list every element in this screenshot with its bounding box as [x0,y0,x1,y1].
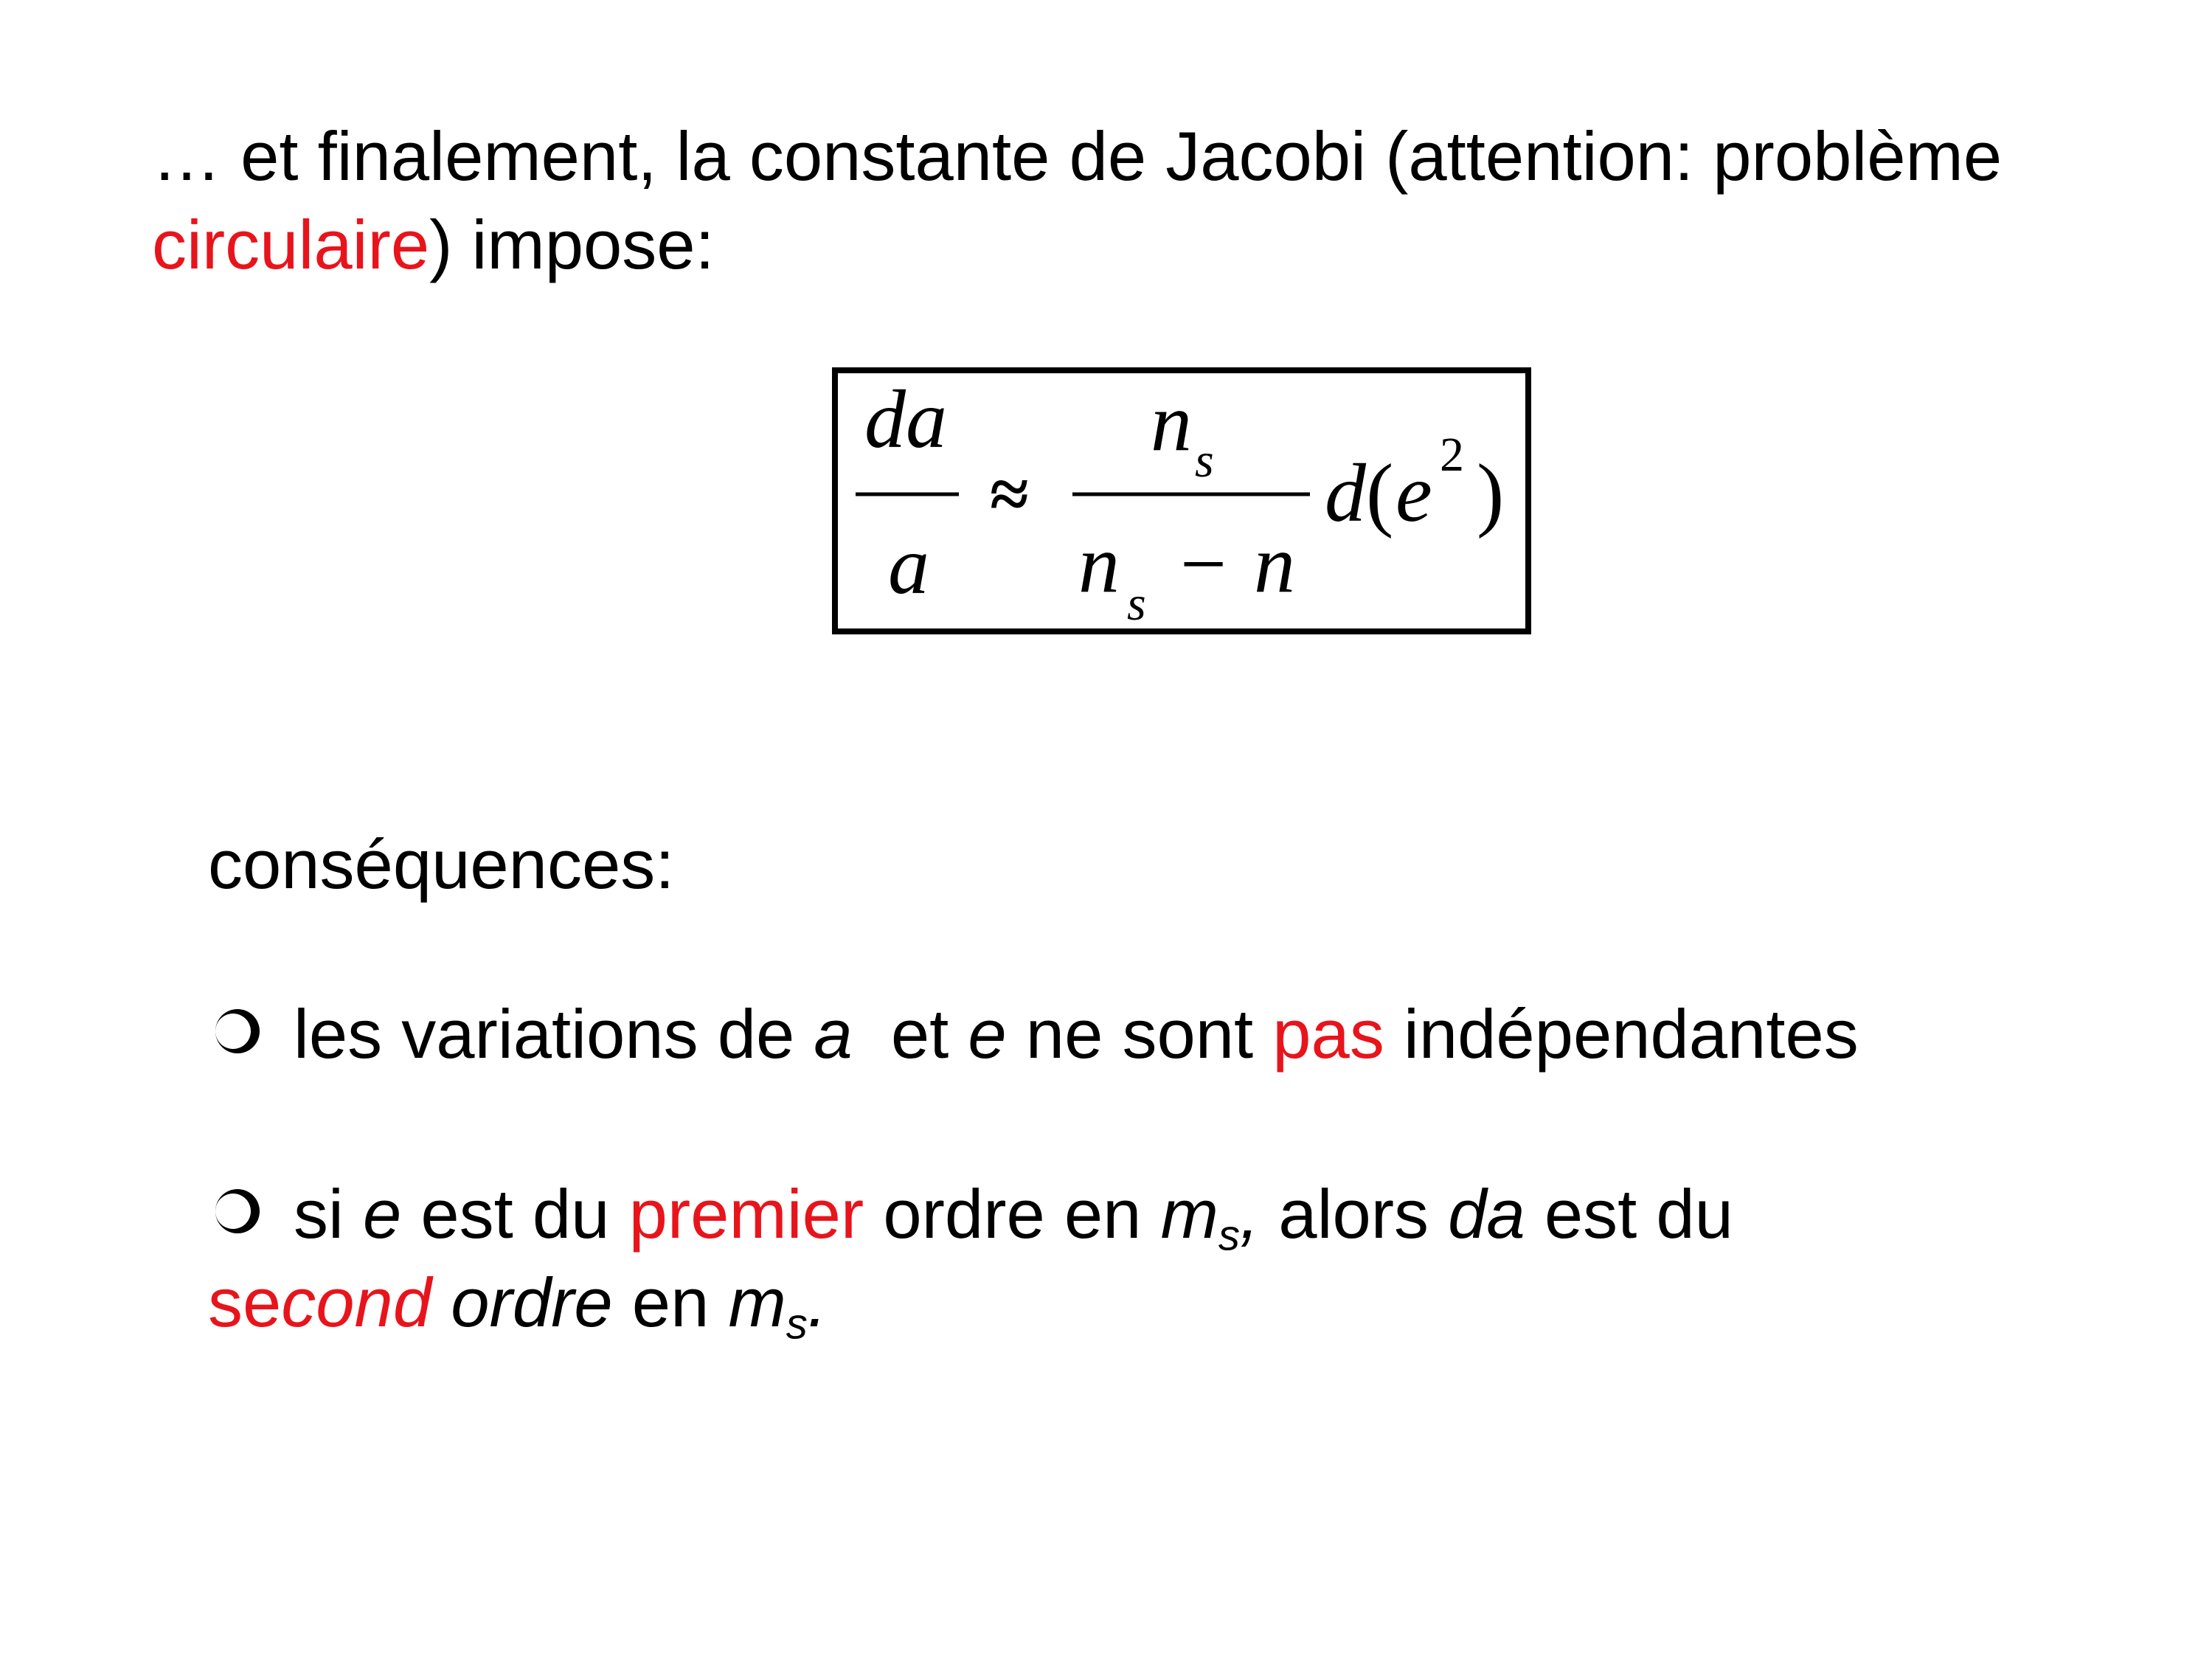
bullet2-text-6: en [612,1264,729,1341]
formula-svg [838,373,1525,628]
bullet2-var-da: da [1448,1175,1525,1253]
bullet2-text-5: est du [1525,1175,1733,1253]
formula-lhs-denominator: a [888,520,929,612]
formula-tail-open-paren: ( [1366,448,1394,539]
circle-shadow-bullet-icon [208,1180,270,1242]
bullet-item-2-continuation [208,1258,827,1347]
bullet1-text-4: indépendantes [1384,995,1859,1073]
bullet-item-1 [208,990,1859,1078]
bullet2-ordre: ordre [431,1264,613,1341]
bullet2-text-3: ordre en [864,1175,1161,1253]
formula-rhs-den-minus: − [1180,519,1227,610]
bullet2-period: . [807,1264,828,1341]
bullet2-text-2: est du [401,1175,629,1253]
bullet2-comma: , [1240,1175,1260,1253]
bullet2-text-4: alors [1259,1175,1449,1253]
formula-tail-exponent: 2 [1440,428,1464,482]
bullet1-text-3: ne sont [1006,995,1273,1073]
formula-box [832,367,1531,634]
bullet1-var-a: a [814,995,853,1073]
intro-circulaire: circulaire [152,206,430,283]
consequences-title: conséquences: [208,825,675,903]
formula-rhs-den-n2: n [1254,519,1295,610]
formula-rhs-num-sub: s [1195,434,1214,488]
bullet2-var-m-sub: s [1218,1211,1241,1260]
bullet-item-2 [208,1170,1733,1258]
intro-text [152,112,2002,289]
formula-tail-d: d [1325,448,1366,539]
intro-line-1: … et finalement, la constante de Jacobi (attention: problème [152,117,2003,195]
formula-lhs-numerator: da [864,374,947,465]
circle-shadow-bullet-icon [208,1000,270,1062]
formula-tail-close-paren: ) [1477,448,1505,539]
formula-rhs-den-n1: n [1078,519,1120,610]
bullet1-pas: pas [1272,995,1384,1073]
formula-approx-sign: ≈ [990,454,1029,533]
bullet2-cond: cond [281,1264,432,1341]
formula-rhs-den-sub: s [1127,577,1146,628]
bullet1-text-1: les variations de [294,995,814,1073]
bullet2-var-m: m [1160,1175,1218,1253]
formula-tail-e: e [1395,448,1432,539]
intro-line-2: ) impose: [429,206,715,283]
formula-rhs-num-n: n [1151,377,1192,468]
bullet1-text-2: et [852,995,968,1073]
bullet1-var-e: e [968,995,1007,1073]
bullet2-text-1: si [294,1175,363,1253]
bullet2-var-m2-sub: s [786,1300,808,1348]
bullet2-var-e: e [363,1175,402,1253]
bullet2-se: se [208,1264,282,1341]
bullet2-var-m2: m [728,1264,786,1341]
bullet2-premier: premier [628,1175,864,1253]
